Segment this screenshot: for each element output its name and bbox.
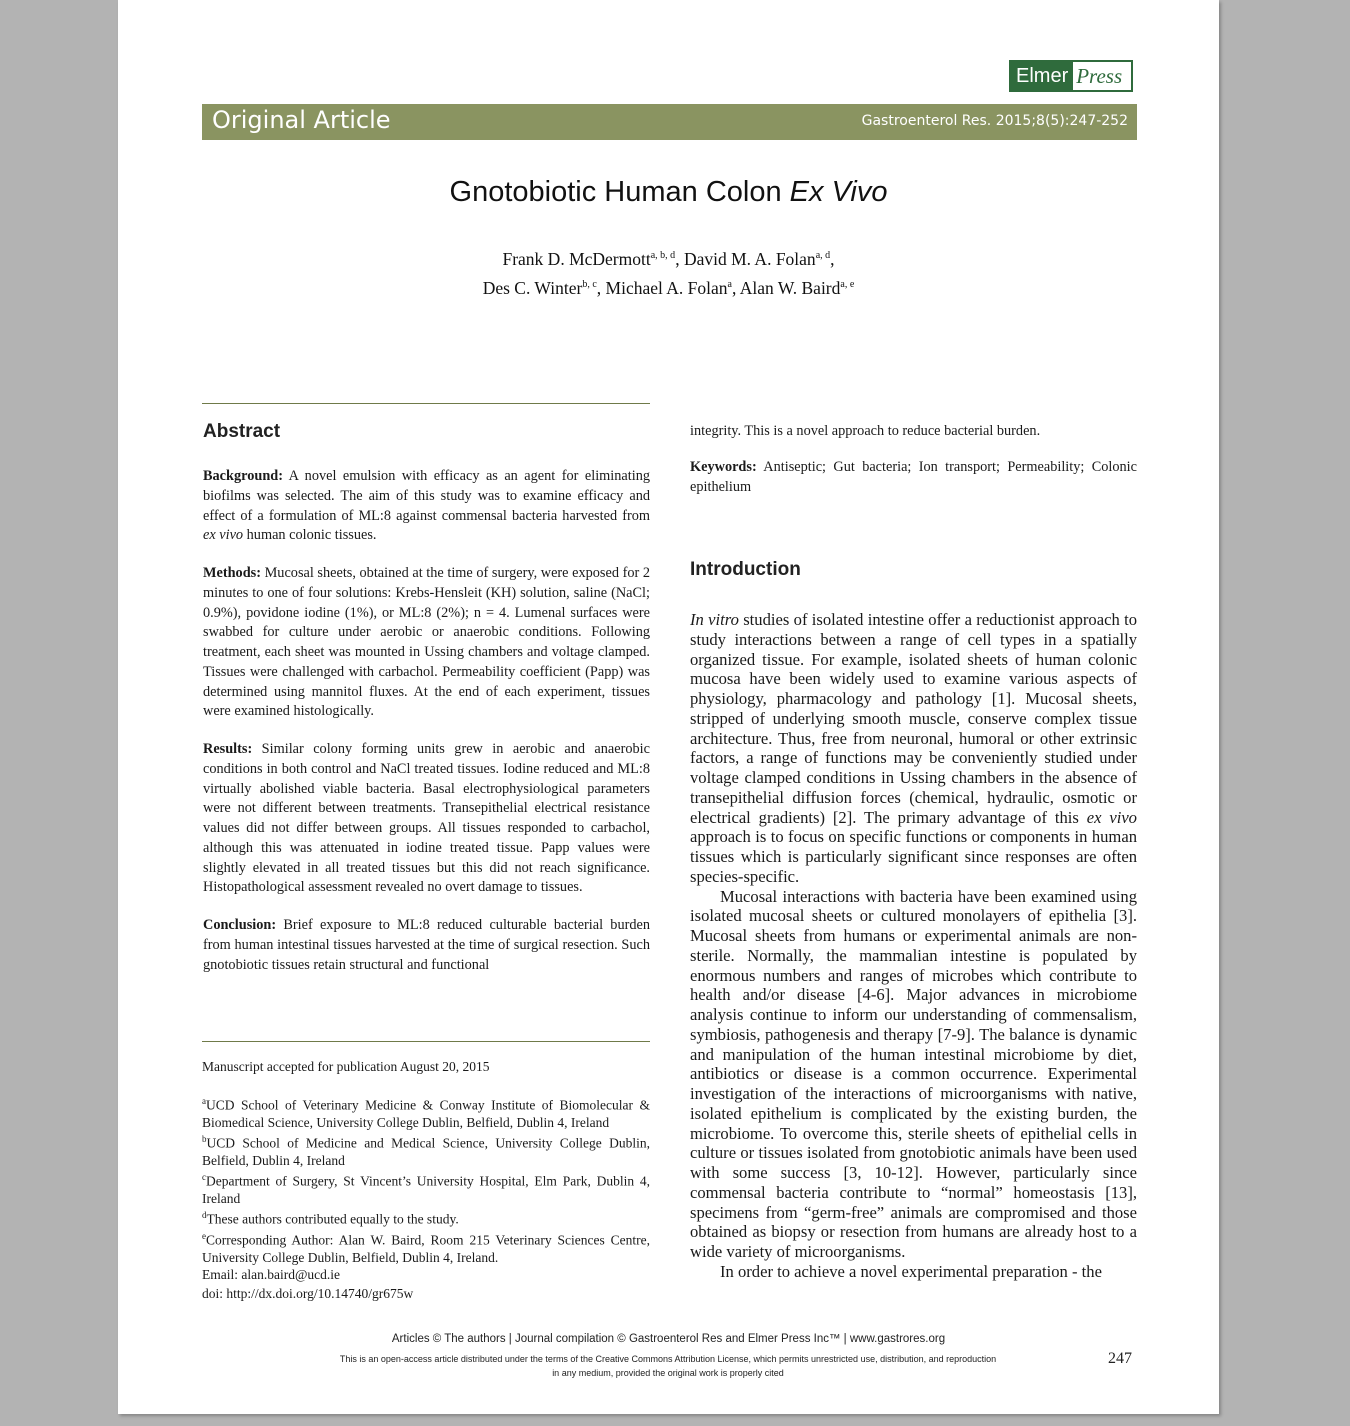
footnote-rule xyxy=(202,1041,650,1042)
intro-italic: In vitro xyxy=(690,610,739,629)
background-italic: ex vivo xyxy=(203,527,244,544)
intro-paragraph-3: In order to achieve a novel experimental preparation - the xyxy=(720,1261,1102,1281)
conclusion-label: Conclusion: xyxy=(203,917,277,933)
logo-press-text: Press xyxy=(1076,63,1123,88)
article-page xyxy=(118,0,1219,1414)
results-text: Similar colony forming units grew in aerobic and anaerobic conditions in both control and NaCl treated tissues. Iodine reduced and ML:8 virtually abolished viable bacteria. Basal electrophysiological parameters were not different between treatments. Transepithelial electrical resistance values did not differ between groups. All tissues responded to carbachol, although this was attenuated in iodine treated tissue. Papp values were slightly elevated in all treated tissues but this did not reach significance. Histopathological assessment revealed no overt damage to tissues. xyxy=(203,741,650,896)
copyright-line: Articles © The authors | Journal compilation © Gastroenterol Res and Elmer Press Inc™ | www.gastrores.org xyxy=(391,1333,946,1345)
author-affiliation-marks: b, c xyxy=(582,278,597,290)
journal-citation: Gastroenterol Res. 2015;8(5):247-252 xyxy=(861,113,1128,129)
author-affiliation-marks: a, e xyxy=(840,278,855,290)
author-line-2 xyxy=(118,272,1219,301)
background-label: Background: xyxy=(203,468,283,484)
abstract-methods xyxy=(203,564,650,722)
conclusion-text: Brief exposure to ML:8 reduced culturable bacterial burden from human intestinal tissues harvested at the time of surgical resection. Such gnotobiotic tissues retain structural and functional xyxy=(203,917,650,973)
affiliation-a xyxy=(202,1093,650,1131)
author-separator: , xyxy=(596,277,606,298)
results-label: Results: xyxy=(203,741,253,757)
author-affiliation-marks: a xyxy=(727,278,732,290)
affiliation-mark: a xyxy=(202,1096,206,1106)
paragraph-gap xyxy=(690,442,1137,458)
methods-label: Methods: xyxy=(203,565,261,581)
license-notice xyxy=(268,1352,1068,1380)
background-text: A novel emulsion with efficacy as an agent for eliminating biofilms was selected. The aim of this study was to examine efficacy and effect of a formulation of ML:8 against commensal bacteria harvested from xyxy=(203,468,650,524)
article-title xyxy=(118,176,1219,209)
affiliation-mark: b xyxy=(202,1134,207,1145)
author-list xyxy=(118,243,1219,301)
affiliation-d xyxy=(202,1207,650,1228)
title-italic: Ex Vivo xyxy=(789,176,888,208)
affiliation-b xyxy=(202,1131,650,1169)
doi-link[interactable]: doi: http://dx.doi.org/10.14740/gr675w xyxy=(202,1286,414,1301)
abstract-body xyxy=(203,467,650,975)
keywords-label: Keywords: xyxy=(690,458,757,475)
affiliation-text: UCD School of Medicine and Medical Science, University College Dublin, Belfield, Dublin 4, Ireland xyxy=(202,1135,650,1168)
author-affiliation-marks: a, b, d xyxy=(650,250,676,261)
intro-paragraph-2: Mucosal interactions with bacteria have been examined using isolated mucosal sheets or cultured monolayers of epithelia [3]. Mucosal sheets from humans or experimental animals are non-sterile. Normally, the mammalian intestine is populated by enormous numbers and ranges of microbes which contribute to health and/or disease [4-6]. Major advances in microbiome analysis continue to inform our understanding of commensalism, symbiosis, pathogenesis and therapy [7-9]. The balance is dynamic and manipulation of the human intestinal microbiome by diet, antibiotics or disease is a common occurrence. Experimental investigation of the interactions of microorganisms with native, isolated epithelium is complicated by the existing burden, the microbiome. To overcome this, sterile sheets of epithelial cells in culture or tissues isolated from gnotobiotic animals have been used with some success [3, 10-12]. However, particularly since commensal bacteria contribute to “normal” homeostasis [13], specimens from “germ-free” animals are compromised and those obtained as biopsy or resection from humans are already host to a wide variety of microorganisms. xyxy=(690,886,1137,1261)
author-line-1 xyxy=(118,243,1219,272)
keywords-text: Antiseptic; Gut bacteria; Ion transport; Permeability; Colonic epithelium xyxy=(690,458,1137,495)
methods-text: Mucosal sheets, obtained at the time of surgery, were exposed for 2 minutes to one of four solutions: Krebs-Hensleit (KH) solution, saline (NaCl; 0.9%), povidone iodine (1%), or ML:8 (2%); n = 4. Lumenal surfaces were swabbed for culture under aerobic or anaerobic conditions. Following treatment, each sheet was mounted in Ussing chambers and voltage clamped. Tissues were challenged with carbachol. Permeability coefficient (Papp) was determined using mannitol fluxes. At the end of each experiment, tissues were examined histologically. xyxy=(203,565,650,720)
title-main: Gnotobiotic Human Colon xyxy=(449,176,790,208)
author-name: Des C. Winter xyxy=(482,277,583,298)
article-type-banner xyxy=(202,104,1137,140)
author-name: David M. A. Folan xyxy=(683,248,816,269)
affiliation-e xyxy=(202,1228,650,1266)
affiliation-mark: e xyxy=(202,1231,206,1242)
paragraph-gap xyxy=(203,722,650,740)
affiliation-mark: d xyxy=(202,1210,207,1221)
abstract-conclusion xyxy=(203,916,650,975)
intro-paragraph-1 xyxy=(690,610,1137,887)
affiliation-text: UCD School of Veterinary Medicine & Conway Institute of Biomolecular & Biomedical Science, University College Dublin, Belfield, Dublin 4, Ireland xyxy=(202,1097,650,1130)
intro-italic: ex vivo xyxy=(1086,807,1137,827)
author-separator: , xyxy=(731,277,740,298)
license-line-2: in any medium, provided the original work is properly cited xyxy=(552,1368,784,1378)
manuscript-accepted: Manuscript accepted for publication August 20, 2015 xyxy=(202,1059,490,1074)
affiliation-mark: c xyxy=(202,1172,206,1183)
background-text-end: human colonic tissues. xyxy=(243,527,377,544)
article-type-label: Original Article xyxy=(212,106,391,134)
paragraph-gap xyxy=(203,898,650,916)
author-name: Michael A. Folan xyxy=(605,277,728,298)
author-name: Frank D. McDermott xyxy=(502,248,651,269)
author-affiliation-marks: a, d xyxy=(815,250,831,261)
publisher-logo xyxy=(1009,60,1133,92)
corresponding-email: Email: alan.baird@ucd.ie xyxy=(202,1267,341,1283)
abstract-heading: Abstract xyxy=(203,421,281,442)
introduction-heading: Introduction xyxy=(690,559,801,580)
intro-text: studies of isolated intestine offer a reductionist approach to study interactions between a range of cell types in a spatially organized tissue. For example, isolated sheets of human colonic mucosa have been widely used to examine various aspects of physiology, pharmacology and pathology [1]. Mucosal sheets, stripped of underlying smooth muscle, conserve complex tissue architecture. Thus, free from neuronal, humoral or other extrinsic factors, a range of functions may be conveniently studied under voltage clamped conditions in Ussing chambers in the absence of transepithelial diffusion forces (chemical, hydraulic, osmotic or electrical gradients) [2]. The primary advantage of this xyxy=(690,610,1138,827)
author-separator: , xyxy=(830,248,835,269)
author-name: Alan W. Baird xyxy=(739,277,841,298)
conclusion-continued: integrity. This is a novel approach to reduce bacterial burden. xyxy=(690,423,1041,439)
affiliation-text: These authors contributed equally to the study. xyxy=(206,1211,459,1227)
page-number: 247 xyxy=(1108,1350,1132,1367)
logo-elmer-text: Elmer xyxy=(1011,62,1073,90)
abstract-top-rule xyxy=(202,403,650,404)
abstract-results xyxy=(203,740,650,898)
paragraph-gap xyxy=(203,546,650,564)
introduction-body xyxy=(690,610,1137,1282)
abstract-continuation xyxy=(690,422,1137,497)
author-separator: , xyxy=(675,248,684,269)
intro-text: approach is to focus on specific functions or components in human tissues which is particularly significant since responses are often species-specific. xyxy=(690,827,1137,886)
abstract-keywords xyxy=(690,458,1137,498)
affiliation-c xyxy=(202,1169,650,1207)
affiliation-footnotes xyxy=(202,1093,650,1283)
license-line-1: This is an open-access article distributed under the terms of the Creative Commons Attribution License, which permits unrestricted use, distribution, and reproduction xyxy=(339,1354,997,1364)
affiliation-text: Corresponding Author: Alan W. Baird, Room 215 Veterinary Sciences Centre, University College Dublin, Belfield, Dublin 4, Ireland. xyxy=(202,1232,650,1265)
abstract-background xyxy=(203,467,650,546)
affiliation-text: Department of Surgery, St Vincent’s University Hospital, Elm Park, Dublin 4, Ireland xyxy=(202,1173,650,1206)
